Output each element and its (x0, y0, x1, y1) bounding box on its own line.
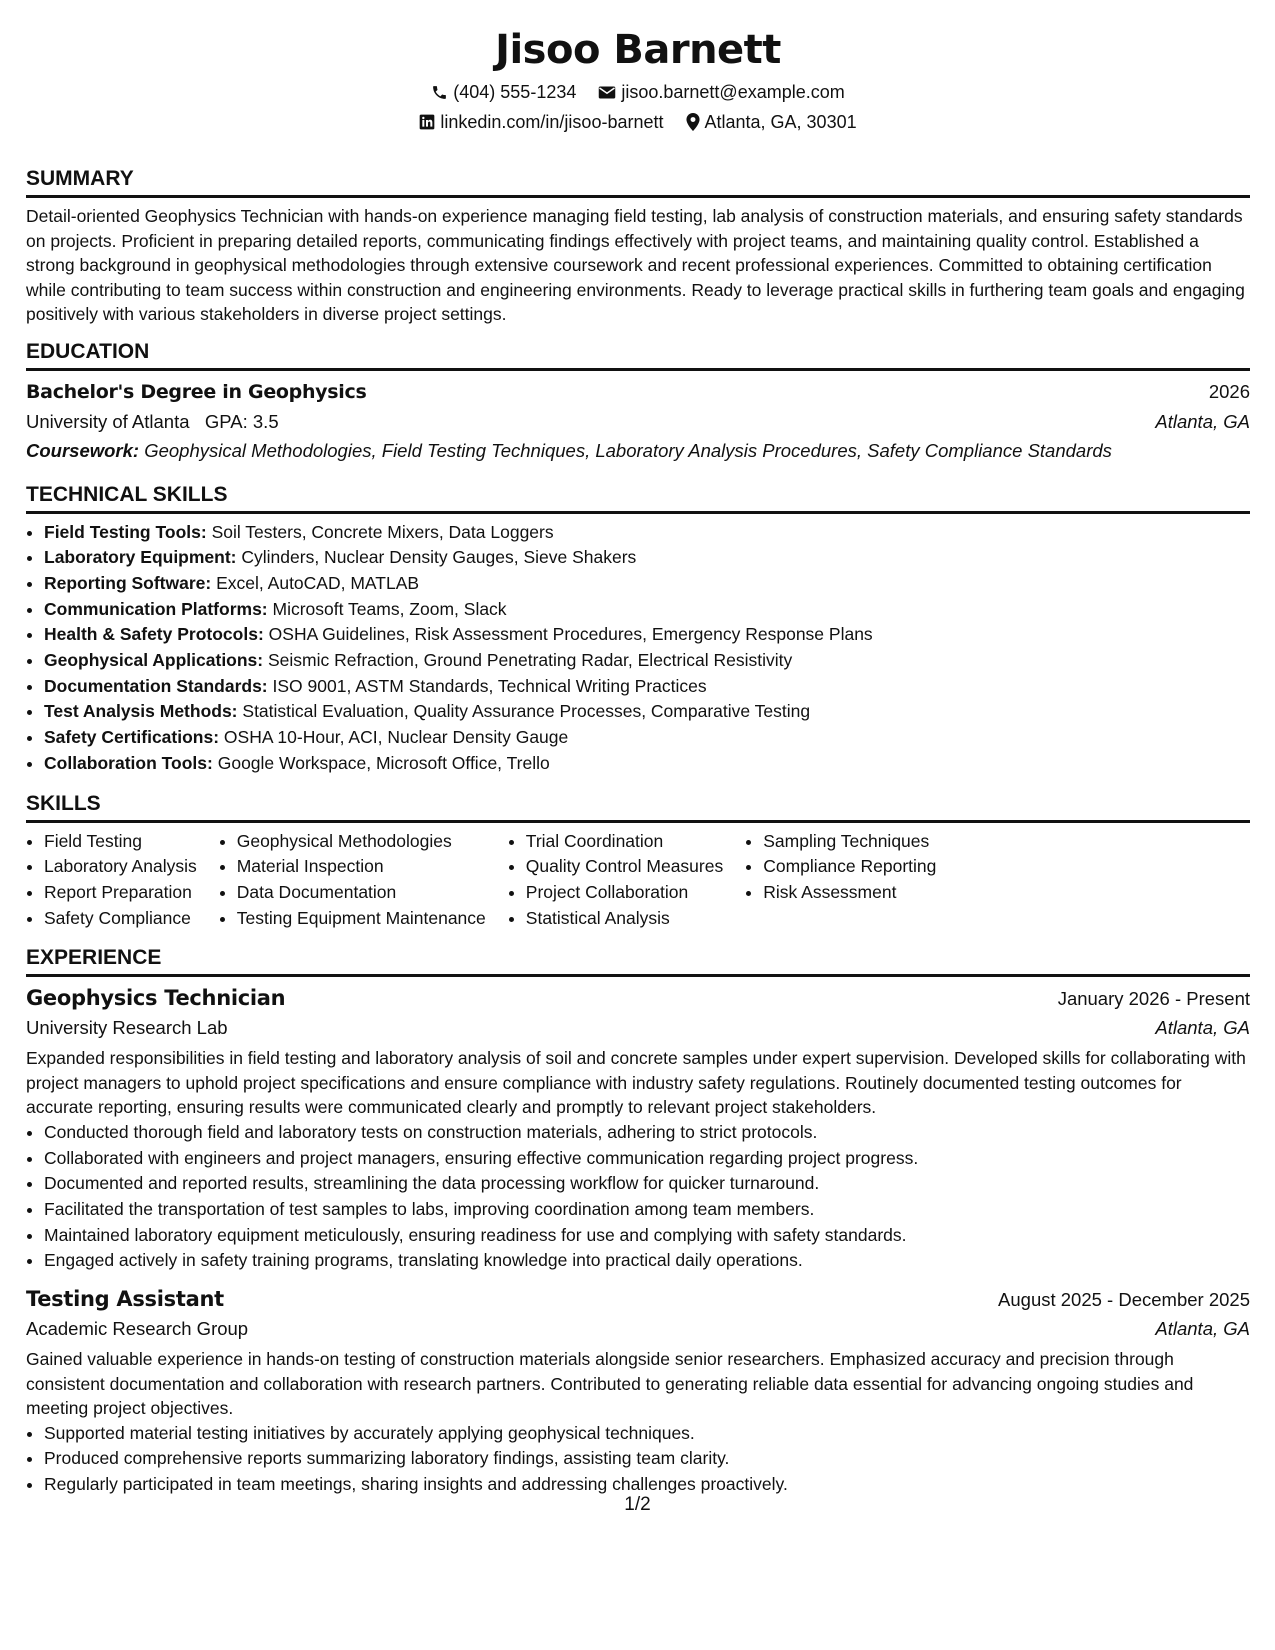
skill-value: Soil Testers, Concrete Mixers, Data Loggers (211, 521, 554, 542)
job-location: Atlanta, GA (1155, 1318, 1250, 1340)
education-heading: EDUCATION (26, 339, 1250, 371)
list-item: • Data Documentation (237, 880, 508, 906)
job-summary: Gained valuable experience in hands-on testing of construction materials alongside senior researchers. Emphasized accuracy and precision through consistent documentation and collaboration with research partners. Contributed to generating reliable data essential for advancing ongoing studies and meeting project objectives. (26, 1349, 1194, 1419)
list-item: • Risk Assessment (763, 880, 958, 906)
job-organization: Academic Research Group (26, 1318, 249, 1340)
education-school-row (26, 407, 1250, 436)
job-title: Geophysics Technician (26, 986, 286, 1011)
skill-value: Seismic Refraction, Ground Penetrating Radar, Electrical Resistivity (268, 650, 793, 671)
coursework-label: Coursework: (26, 439, 140, 461)
technical-skills-list (26, 520, 1250, 777)
skill-label: Communication Platforms: (44, 598, 268, 619)
list-item: • Statistical Analysis (526, 906, 745, 932)
skills-section (26, 791, 1250, 932)
skills-heading: SKILLS (26, 791, 1250, 823)
linkedin-icon (419, 114, 435, 130)
list-item: • Material Inspection (237, 854, 508, 880)
gpa: GPA: 3.5 (204, 410, 279, 432)
list-item: • Regularly participated in team meetings, sharing insights and addressing challenges proactively. (44, 1472, 1250, 1498)
skill-value: Excel, AutoCAD, MATLAB (216, 572, 420, 593)
skill-label: Laboratory Equipment: (44, 547, 237, 568)
candidate-name: Jisoo Barnett (495, 27, 781, 73)
list-item: • Conducted thorough field and laboratory tests on construction materials, adhering to strict protocols. (44, 1120, 1250, 1146)
list-item: • Facilitated the transportation of test samples to labs, improving coordination among team members. (44, 1197, 1250, 1223)
skill-label: Field Testing Tools: (44, 521, 207, 542)
education-degree-row (26, 377, 1250, 407)
skill-label: Collaboration Tools: (44, 752, 213, 773)
job-org-row (26, 1013, 1250, 1042)
list-item (44, 751, 1250, 777)
linkedin-link[interactable]: linkedin.com/in/jisoo-barnett (440, 112, 664, 132)
school-info (26, 407, 279, 436)
list-item: • Maintained laboratory equipment meticulously, ensuring readiness for use and complying with safety standards. (44, 1223, 1250, 1249)
coursework (26, 436, 1250, 466)
skill-label: Documentation Standards: (44, 675, 268, 696)
job-organization: University Research Lab (26, 1017, 228, 1039)
list-item (44, 674, 1250, 700)
degree-title: Bachelor's Degree in Geophysics (26, 380, 367, 403)
list-item: • Trial Coordination (526, 829, 745, 855)
skill-label: Health & Safety Protocols: (44, 624, 264, 645)
skill-value: ISO 9001, ASTM Standards, Technical Writing Practices (272, 675, 707, 696)
linkedin-contact[interactable] (419, 110, 663, 134)
skill-label: Test Analysis Methods: (44, 701, 238, 722)
list-item: • Documented and reported results, streamlining the data processing workflow for quicker turnaround. (44, 1171, 1250, 1197)
summary-heading: SUMMARY (26, 166, 1250, 198)
list-item: • Testing Equipment Maintenance (237, 906, 508, 932)
skill-label: Safety Certifications: (44, 727, 220, 748)
experience-heading: EXPERIENCE (26, 945, 1250, 977)
skill-value: Cylinders, Nuclear Density Gauges, Sieve Shakers (241, 547, 637, 568)
email-link[interactable]: jisoo.barnett@example.com (621, 82, 845, 102)
job-dates: August 2025 - December 2025 (998, 1289, 1250, 1311)
list-item: • Supported material testing initiatives by accurately applying geophysical techniques. (44, 1421, 1250, 1447)
email-contact[interactable] (598, 80, 844, 104)
education-section (26, 339, 1250, 466)
page-number: 1/2 (624, 1494, 651, 1515)
skill-label: Reporting Software: (44, 572, 212, 593)
skill-label: Geophysical Applications: (44, 650, 264, 671)
location-contact (686, 110, 857, 134)
list-item: • Geophysical Methodologies (237, 829, 508, 855)
map-pin-icon (686, 113, 700, 131)
skill-value: OSHA 10-Hour, ACI, Nuclear Density Gauge (223, 727, 569, 748)
skill-value: Google Workspace, Microsoft Office, Trello (217, 752, 550, 773)
list-item (44, 699, 1250, 725)
school-name: University of Atlanta (26, 410, 190, 432)
list-item (44, 622, 1250, 648)
summary-text: Detail-oriented Geophysics Technician with hands-on experience managing field testing, lab analysis of construction materials, and ensuring safety standards on projects. Proficient in preparing detailed reports, communicating findings effectively with project teams, and maintaining quality control. Established a strong background in geophysical methodologies through extensive coursework and recent professional experiences. Committed to obtaining certification while contributing to team success within construction and engineering environments. Ready to leverage practical skills in furthering team goals and engaging positively with various stakeholders in diverse project settings. (26, 206, 1245, 324)
list-item (44, 571, 1250, 597)
technical-skills-section (26, 482, 1250, 777)
job-title: Testing Assistant (26, 1287, 224, 1312)
resume-page (26, 0, 1250, 1498)
skills-column-2 (219, 829, 508, 932)
list-item (44, 648, 1250, 674)
list-item: • Safety Compliance (44, 906, 219, 932)
job-bullets (26, 1421, 1250, 1498)
skill-value: Statistical Evaluation, Quality Assurance Processes, Comparative Testing (242, 701, 811, 722)
skills-column-1 (26, 829, 219, 932)
job-bullets (26, 1120, 1250, 1274)
job-entry (26, 983, 1250, 1274)
job-org-row (26, 1314, 1250, 1343)
list-item (44, 597, 1250, 623)
list-item: • Field Testing (44, 829, 219, 855)
contact-row-1 (26, 80, 1250, 104)
list-item (44, 545, 1250, 571)
list-item: • Quality Control Measures (526, 854, 745, 880)
school-location: Atlanta, GA (1155, 410, 1250, 432)
list-item: • Sampling Techniques (763, 829, 958, 855)
list-item: • Report Preparation (44, 880, 219, 906)
list-item: • Collaborated with engineers and project managers, ensuring effective communication regarding project progress. (44, 1146, 1250, 1172)
experience-section (26, 945, 1250, 1497)
job-location: Atlanta, GA (1155, 1017, 1250, 1039)
phone-text: (404) 555-1234 (453, 82, 577, 102)
list-item: • Engaged actively in safety training programs, translating knowledge into practical daily operations. (44, 1248, 1250, 1274)
contact-row-2 (26, 110, 1250, 134)
list-item (44, 520, 1250, 546)
job-title-row (26, 1284, 1250, 1314)
skills-column-3 (508, 829, 745, 932)
graduation-year: 2026 (1208, 380, 1250, 402)
skill-value: OSHA Guidelines, Risk Assessment Procedures, Emergency Response Plans (268, 624, 873, 645)
job-dates: January 2026 - Present (1057, 988, 1250, 1010)
job-entry (26, 1284, 1250, 1498)
phone-icon (431, 84, 448, 101)
summary-section (26, 166, 1250, 327)
skills-grid (26, 829, 1250, 932)
job-summary: Expanded responsibilities in field testing and laboratory analysis of soil and concrete samples under expert supervision. Developed skills for collaborating with project managers to uphold project specifications and ensure compliance with industry safety regulations. Routinely documented testing outcomes for accurate reporting, ensuring results were communicated clearly and promptly to relevant project stakeholders. (26, 1048, 1246, 1118)
coursework-list: Geophysical Methodologies, Field Testing Techniques, Laboratory Analysis Procedures, Safety Compliance Standards (144, 439, 1112, 461)
location-text: Atlanta, GA, 30301 (704, 112, 857, 132)
list-item: • Project Collaboration (526, 880, 745, 906)
list-item (44, 725, 1250, 751)
job-title-row (26, 983, 1250, 1013)
list-item: • Laboratory Analysis (44, 854, 219, 880)
list-item: • Compliance Reporting (763, 854, 958, 880)
technical-skills-heading: TECHNICAL SKILLS (26, 482, 1250, 514)
envelope-icon (598, 85, 616, 100)
skills-column-4 (745, 829, 958, 932)
list-item: • Produced comprehensive reports summarizing laboratory findings, assisting team clarity. (44, 1446, 1250, 1472)
phone-contact (431, 80, 576, 104)
skill-value: Microsoft Teams, Zoom, Slack (272, 598, 507, 619)
